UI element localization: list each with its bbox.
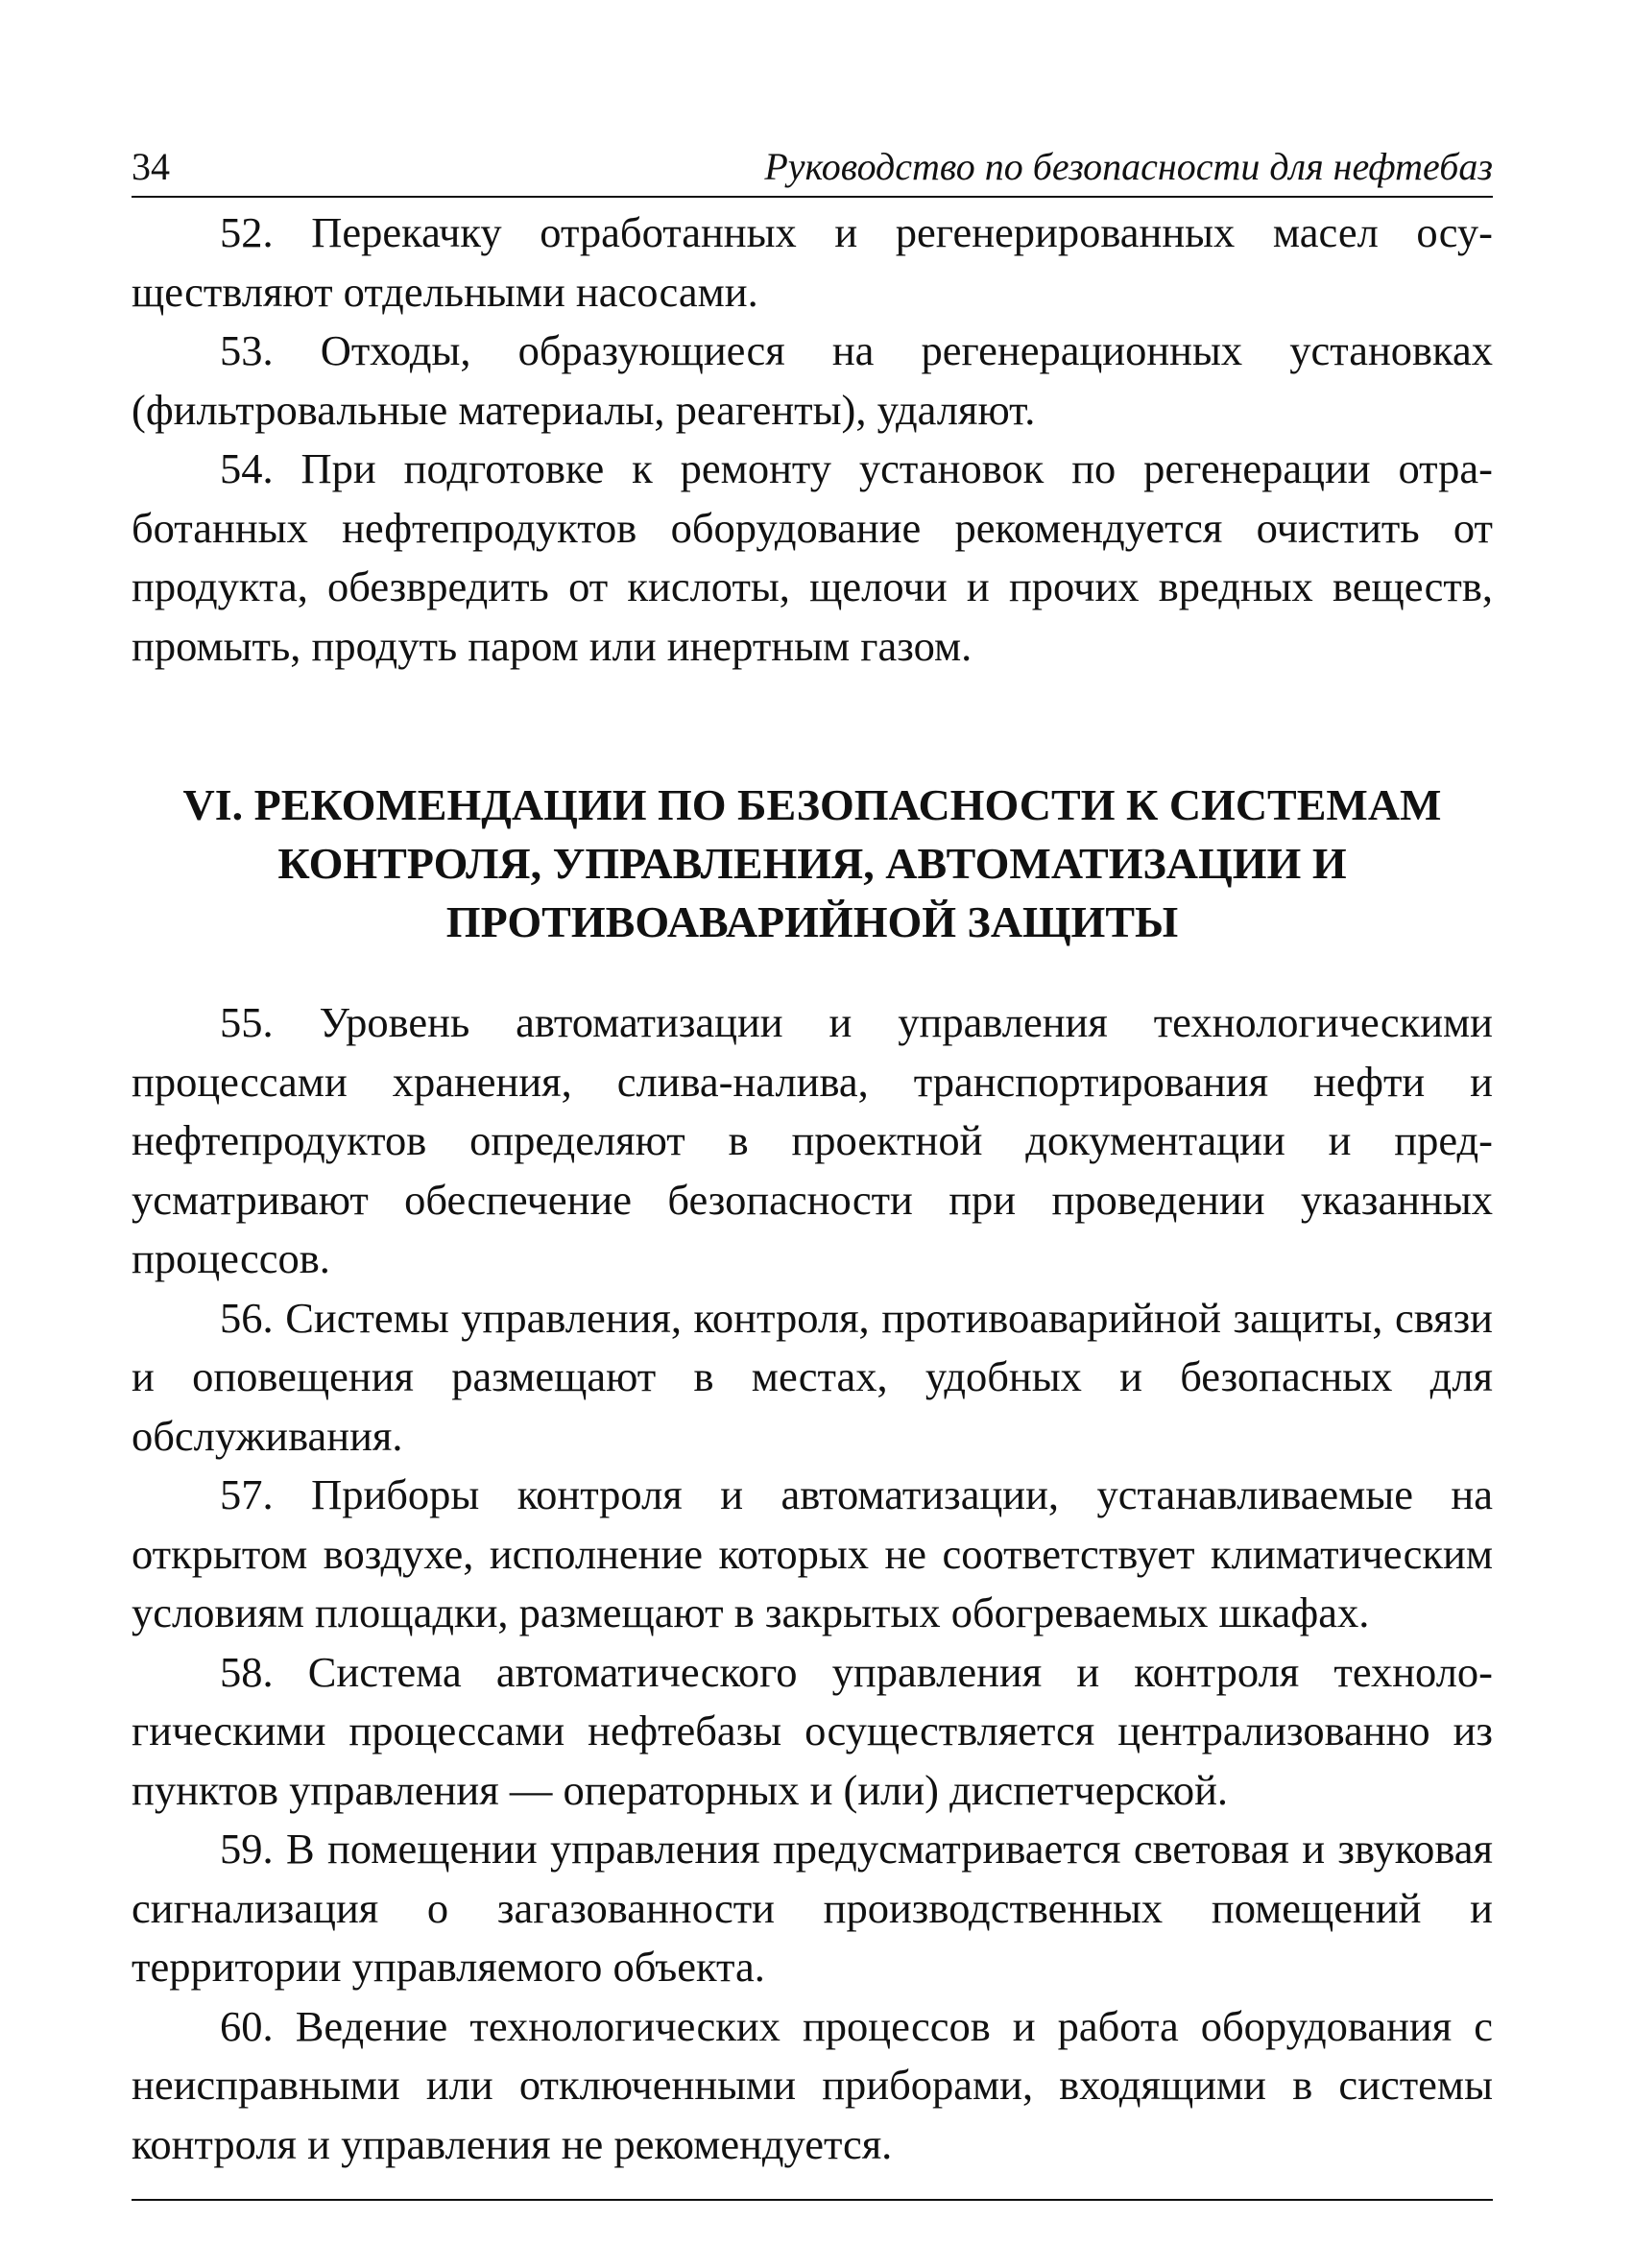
bottom-divider xyxy=(132,2199,1493,2201)
paragraph-52: 52. Перекачку отработанных и регенерированных масел осуществляют отдельными насосами. xyxy=(132,208,1493,316)
paragraph-54: 54. При подготовке к ремонту установок по регенерации отработанных нефтепродуктов оборудование рекомендуется очистить от продукта, обезвредить от кислоты, щелочи и прочих вредных веществ, промыть, продуть паром или инертным газом. xyxy=(132,444,1493,670)
paragraph-58: 58. Система автоматического управления и контроля технологическими процессами нефтебазы осуществляется централизованно из пунктов управления — операторных и (или) диспетчерской. xyxy=(132,1647,1493,1814)
section-heading-line: КОНТРОЛЯ, УПРАВЛЕНИЯ, АВТОМАТИЗАЦИИ И xyxy=(277,839,1347,888)
section-heading xyxy=(132,776,1493,951)
paragraph-57: 57. Приборы контроля и автоматизации, устанавливаемые на открытом воздухе, исполнение которых не соответствует климатическим условиям площадки, размещают в закрытых обогреваемых шкафах. xyxy=(132,1470,1493,1636)
document-page xyxy=(132,144,1493,2201)
running-title: Руководство по безопасности для нефтебаз xyxy=(764,145,1493,188)
body-text-after-section xyxy=(132,993,1493,2174)
paragraph-60: 60. Ведение технологических процессов и работа оборудования с неисправными или отключенными приборами, входящими в системы контроля и управления не рекомендуется. xyxy=(132,2001,1493,2168)
page-number: 34 xyxy=(132,145,170,188)
running-header xyxy=(132,144,1493,198)
paragraph-59: 59. В помещении управления предусматривается световая и звуковая сигнализация о загазованности производственных помещений и территории управляемого объекта. xyxy=(132,1825,1493,1991)
section-heading-line: VI. РЕКОМЕНДАЦИИ ПО БЕЗОПАСНОСТИ К СИСТЕМАМ xyxy=(182,780,1442,829)
paragraph-55: 55. Уровень автоматизации и управления технологическими процессами хранения, слива-налива, транспортирования нефти и нефтепродуктов определяют в проектной документации и предусматривают обеспечение безопасности при проведении указанных процессов. xyxy=(132,998,1493,1282)
body-text-before-section xyxy=(132,203,1493,676)
section-heading-line: ПРОТИВОАВАРИЙНОЙ ЗАЩИТЫ xyxy=(445,897,1179,946)
paragraph-53: 53. Отходы, образующиеся на регенерационных установках (фильтровальные материалы, реагенты), удаляют. xyxy=(132,326,1493,434)
paragraph-56: 56. Системы управления, контроля, противоаварийной защиты, связи и оповещения размещают в местах, удобных и безопасных для обслуживания. xyxy=(132,1293,1493,1460)
